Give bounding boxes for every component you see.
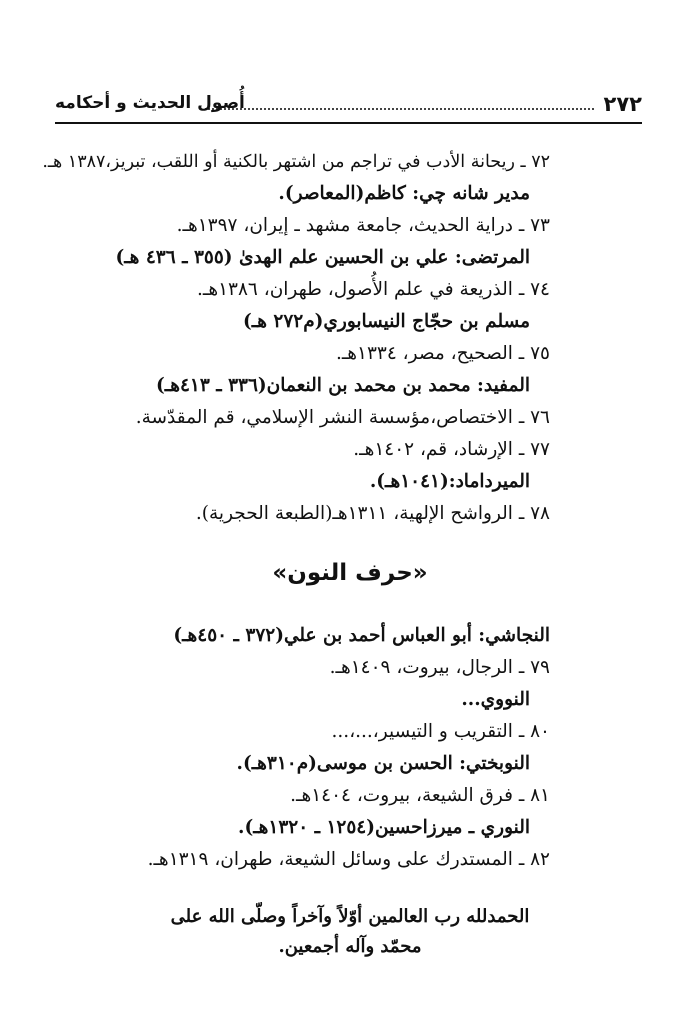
author-heading: الميرداماد:(١٠٤١هـ).	[369, 471, 530, 492]
dotted-leader	[205, 108, 594, 110]
section-heading: «حرف النون»	[272, 560, 428, 586]
bibliography-entry: ٧٧ ـ الإرشاد، قم، ١٤٠٢هـ.	[353, 439, 550, 460]
author-heading: مدير شانه چي: كاظم(المعاصر).	[278, 183, 530, 204]
closing-line-2: محمّد وآله أجمعين.	[278, 936, 422, 957]
running-title: أُصول الحديث و أحكامه	[55, 93, 245, 113]
author-heading: النجاشي: أبو العباس أحمد بن علي(٣٧٢ ـ ٤٥٠هـ)	[173, 625, 550, 646]
author-heading: المرتضى: علي بن الحسين علم الهدىٰ (٣٥٥ ـ ٤٣٦ هـ)	[115, 247, 530, 268]
bibliography-entry: ٧٣ ـ دراية الحديث، جامعة مشهد ـ إيران، ١٣٩٧هـ.	[176, 215, 550, 236]
closing-line-1: الحمدلله رب العالمين أوّلاً وآخراً وصلّى الله على	[170, 906, 530, 927]
author-heading: النووي...	[461, 689, 530, 710]
bibliography-entry: ٧٢ ـ ريحانة الأدب في تراجم من اشتهر بالكنية أو اللقب، تبريز،١٣٨٧ هـ.	[42, 152, 550, 172]
bibliography-entry: ٧٥ ـ الصحيح، مصر، ١٣٣٤هـ.	[335, 343, 550, 364]
author-heading: النوري ـ ميرزاحسين(١٢٥٤ ـ ١٣٢٠هـ).	[238, 817, 530, 838]
bibliography-entry: ٧٩ ـ الرجال، بيروت، ١٤٠٩هـ.	[329, 657, 550, 678]
author-heading: النوبختي: الحسن بن موسى(م٣١٠هـ).	[236, 753, 530, 774]
page-number: ٢٧٢	[603, 92, 642, 116]
author-heading: مسلم بن حجّاج النيسابوري(م٢٧٢ هـ)	[243, 311, 530, 332]
bibliography-entry: ٧٦ ـ الاختصاص،مؤسسة النشر الإسلامي، قم المقدّسة.	[135, 407, 550, 428]
bibliography-entry: ٧٤ ـ الذريعة في علم الأُصول، طهران، ١٣٨٦هـ.	[197, 279, 550, 300]
page-header	[55, 92, 642, 124]
author-heading: المفيد: محمد بن محمد بن النعمان(٣٣٦ ـ ٤١٣هـ)	[156, 375, 530, 396]
bibliography-entry: ٨١ ـ فرق الشيعة، بيروت، ١٤٠٤هـ.	[290, 785, 550, 806]
bibliography-entry: ٨٠ ـ التقريب و التيسير،...،...	[331, 721, 550, 742]
bibliography-entry: ٨٢ ـ المستدرك على وسائل الشيعة، طهران، ١٣١٩هـ.	[147, 849, 550, 870]
bibliography-entry: ٧٨ ـ الرواشح الإلهية، ١٣١١هـ(الطبعة الحجرية).	[195, 503, 550, 524]
